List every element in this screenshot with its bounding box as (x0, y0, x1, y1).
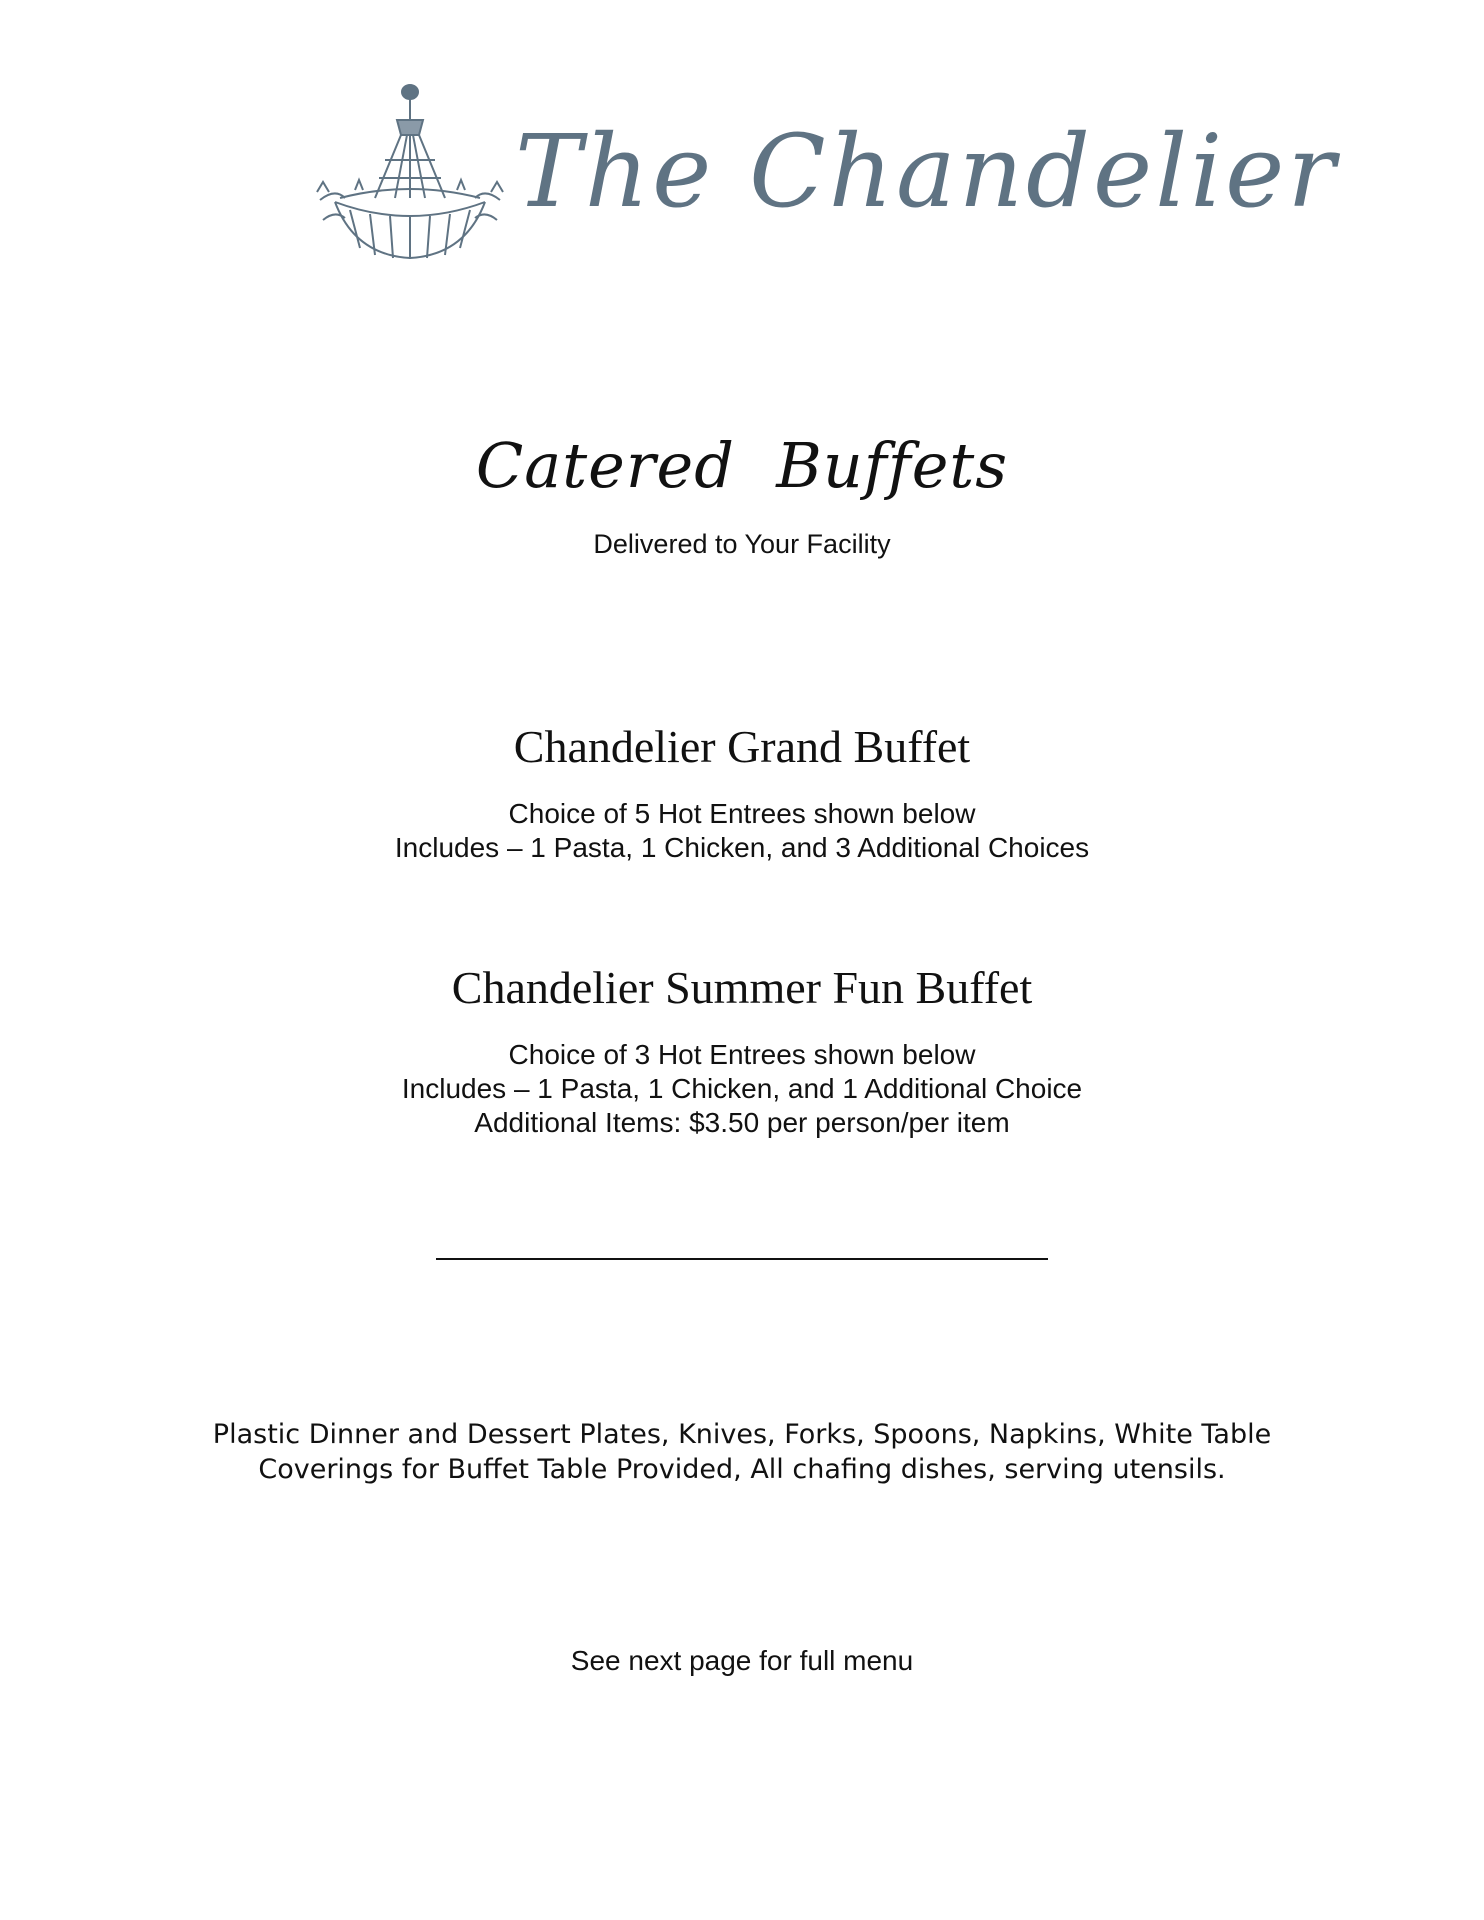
summer-buffet-line: Includes – 1 Pasta, 1 Chicken, and 1 Additional Choice (401, 1073, 1083, 1104)
provided-items-line: Coverings for Buffet Table Provided, All chafing dishes, serving utensils. (258, 1454, 1226, 1485)
provided-items-note (0, 1417, 1484, 1487)
delivery-subtitle: Delivered to Your Facility (593, 529, 891, 559)
section-divider (436, 1258, 1048, 1260)
chandelier-icon (315, 80, 505, 275)
summer-fun-buffet-title: Chandelier Summer Fun Buffet (451, 962, 1033, 1013)
provided-items-line: Plastic Dinner and Dessert Plates, Knives, Forks, Spoons, Napkins, White Table (212, 1419, 1272, 1450)
summer-fun-buffet-details (0, 1038, 1484, 1140)
brand-logo (315, 80, 1339, 275)
catered-buffets-title: Catered Buffets (475, 429, 1009, 502)
grand-buffet-line: Choice of 5 Hot Entrees shown below (508, 798, 976, 829)
summer-buffet-line: Choice of 3 Hot Entrees shown below (508, 1039, 976, 1070)
logo-text: The Chandelier (515, 113, 1339, 230)
next-page-note: See next page for full menu (570, 1645, 914, 1676)
grand-buffet-details (0, 797, 1484, 865)
grand-buffet-line: Includes – 1 Pasta, 1 Chicken, and 3 Additional Choices (394, 832, 1090, 863)
grand-buffet-title: Chandelier Grand Buffet (513, 721, 971, 772)
summer-buffet-line: Additional Items: $3.50 per person/per item (474, 1107, 1010, 1138)
